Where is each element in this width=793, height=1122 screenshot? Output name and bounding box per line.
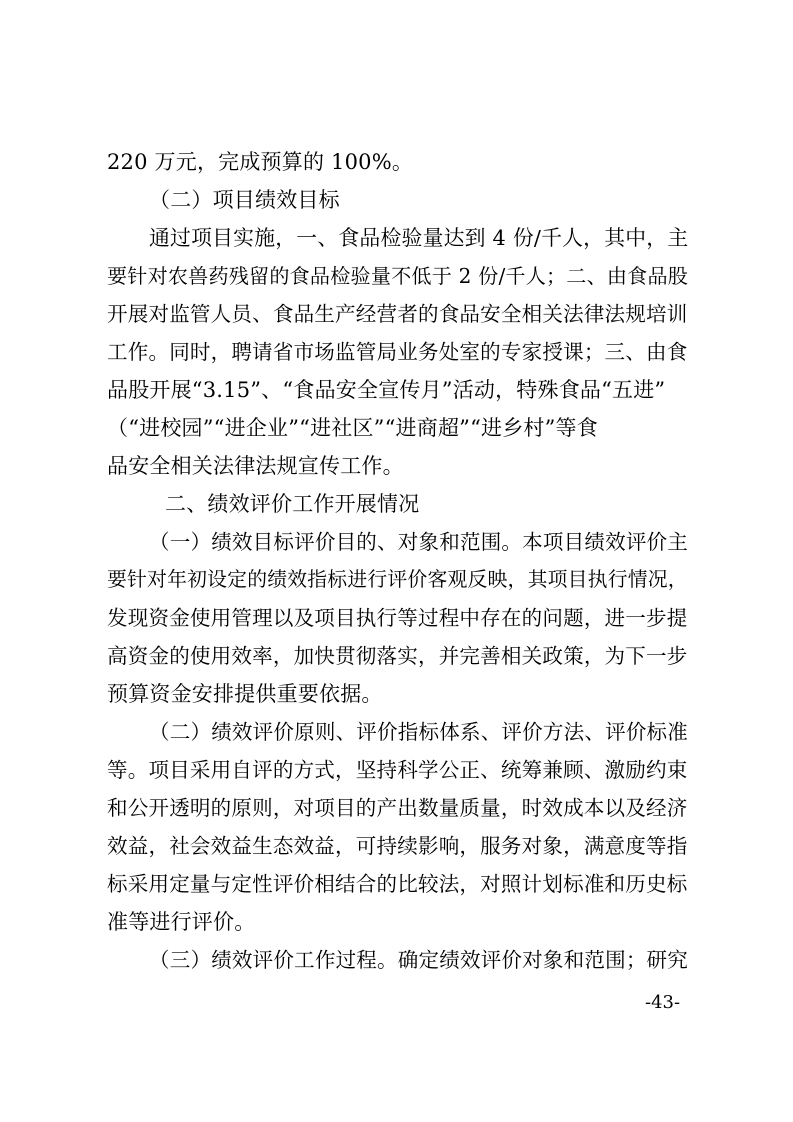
- section-heading: 二、绩效评价工作开展情况: [165, 492, 420, 516]
- text-line: 品安全相关法律法规宣传工作。: [107, 454, 404, 478]
- text-line: （一）绩效目标评价目的、对象和范围。本项目绩效评价主: [149, 530, 689, 554]
- text-line: 准等进行评价。: [107, 910, 256, 934]
- text-line: （三）绩效评价工作过程。确定绩效评价对象和范围；研究: [149, 948, 689, 972]
- text-line: 标采用定量与定性评价相结合的比较法，对照计划标准和历史标: [107, 872, 688, 896]
- text-line: 要针对农兽药残留的食品检验量不低于 2 份/千人；二、由食品股: [107, 264, 689, 288]
- text-line: 高资金的使用效率，加快贯彻落实，并完善相关政策，为下一步: [107, 644, 688, 668]
- text-line: （二）绩效评价原则、评价指标体系、评价方法、评价标准: [149, 720, 689, 744]
- text-line: （“进校园”“进企业”“进社区”“进商超”“进乡村”等食: [107, 416, 598, 440]
- text-line: 效益，社会效益生态效益，可持续影响，服务对象，满意度等指: [107, 834, 688, 858]
- text-line: 通过项目实施，一、食品检验量达到 4 份/千人，其中，主: [149, 226, 689, 250]
- text-line: 品股开展“3.15”、“食品安全宣传月”活动，特殊食品“五进”: [107, 378, 666, 402]
- text-line: 220 万元，完成预算的 100%。: [107, 150, 414, 174]
- text-line: 发现资金使用管理以及项目执行等过程中存在的问题，进一步提: [107, 606, 688, 630]
- text-line: 预算资金安排提供重要依据。: [107, 682, 383, 706]
- text-line: 开展对监管人员、食品生产经营者的食品安全相关法律法规培训: [107, 302, 688, 326]
- section-heading: （二）项目绩效目标: [149, 188, 340, 212]
- text-line: 要针对年初设定的绩效指标进行评价客观反映，其项目执行情况，: [107, 568, 688, 591]
- text-line: 和公开透明的原则，对项目的产出数量质量，时效成本以及经济: [107, 796, 688, 820]
- page-number: -43-: [645, 992, 681, 1013]
- text-line: 等。项目采用自评的方式，坚持科学公正、统筹兼顾、激励约束: [107, 758, 688, 782]
- text-line: 工作。同时，聘请省市场监管局业务处室的专家授课；三、由食: [107, 340, 688, 364]
